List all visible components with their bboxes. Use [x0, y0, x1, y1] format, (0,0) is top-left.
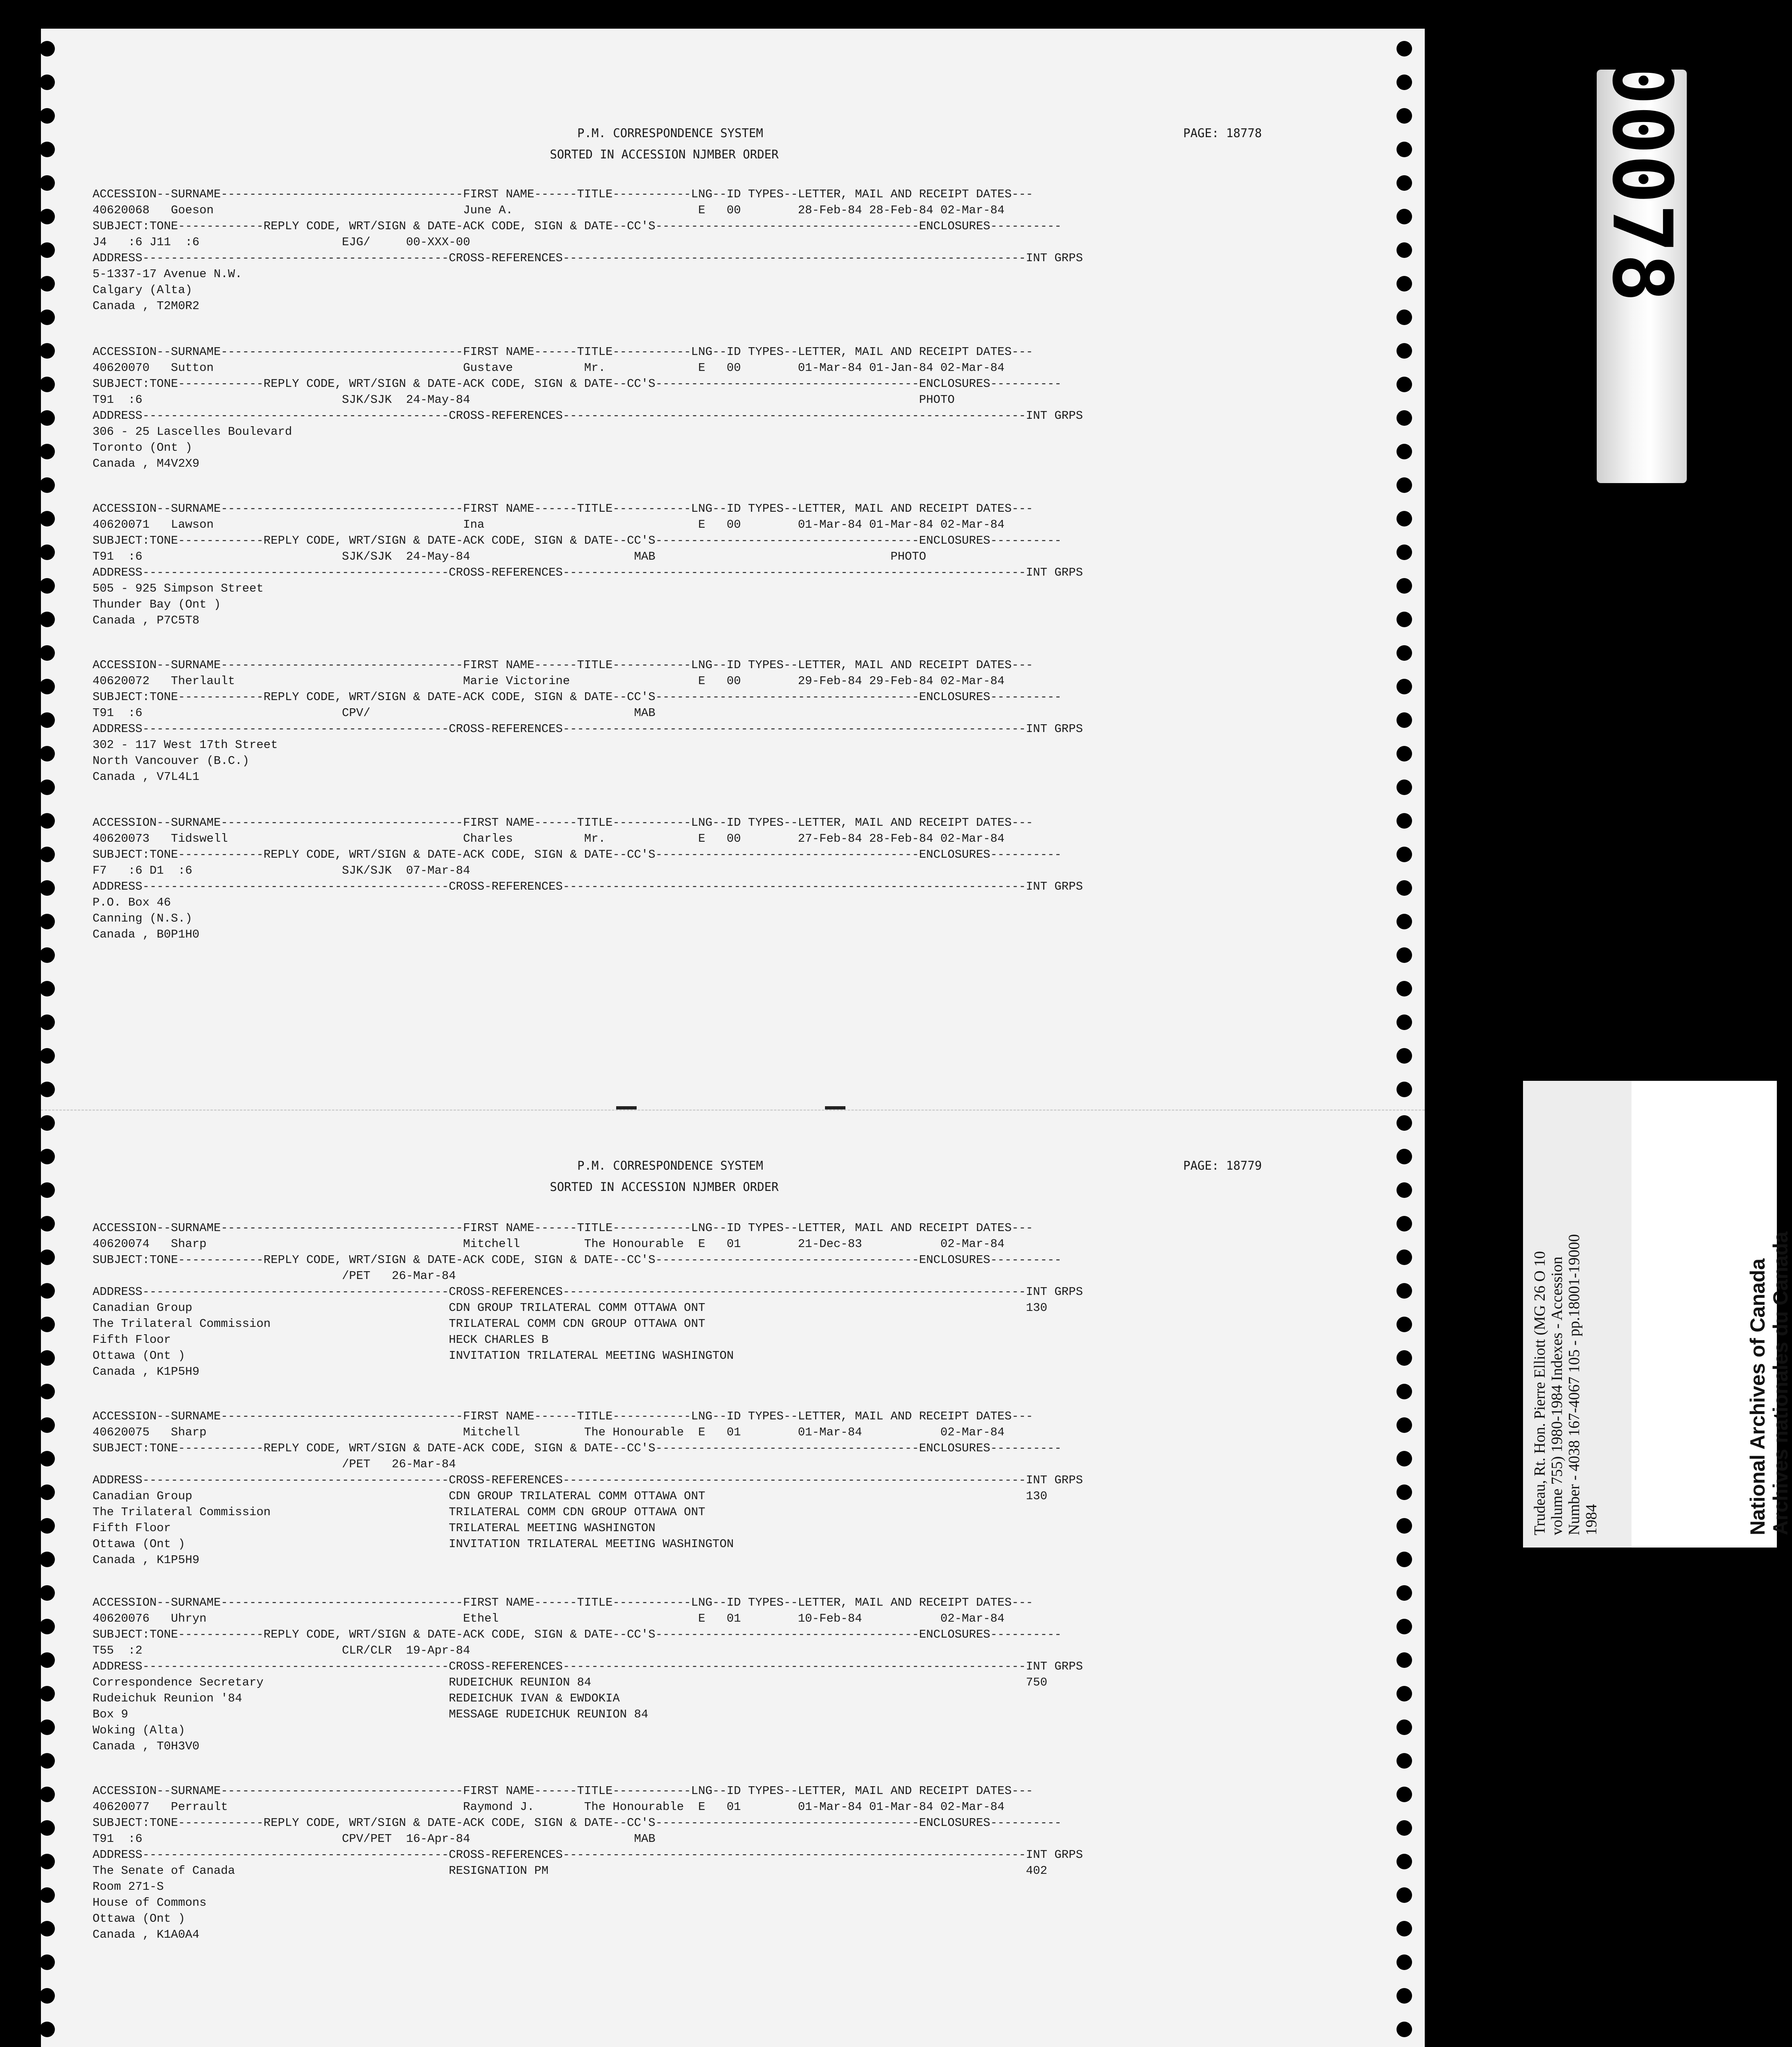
page-header: [41, 1159, 1425, 1228]
feed-hole: [39, 1384, 55, 1399]
feed-hole: [39, 1954, 55, 1970]
feed-hole: [1397, 1417, 1412, 1433]
feed-hole: [39, 41, 55, 56]
feed-hole: [1397, 1014, 1412, 1030]
feed-hole: [1397, 1451, 1412, 1466]
feed-hole: [1397, 712, 1412, 728]
feed-hole: [39, 1115, 55, 1131]
feed-hole: [1397, 1619, 1412, 1634]
feed-hole: [39, 1048, 55, 1064]
feed-hole: [1397, 1854, 1412, 1869]
feed-hole: [1397, 1115, 1412, 1131]
feed-hole: [1397, 276, 1412, 291]
feed-hole: [1397, 1384, 1412, 1399]
feed-hole: [1397, 209, 1412, 224]
page-number: PAGE: 18778: [1183, 126, 1262, 140]
record-entry: ACCESSION--SURNAME----------------------------------FIRST NAME------TITLE-----------LNG--ID TYPES--LETTER, MAIL AND RECEIPT DATES--- 40620073 Tidswell Charles Mr. E 00 27-Feb-84 28-Feb-84 02-Mar-84 SUBJECT:TONE------------REPLY CODE, WRT/SIGN & DATE-ACK CODE, SIGN & DATE--CC'S-------------------------------------ENCLOSURES---------- F7 :6 D1 :6 SJK/SJK 07-Mar-84 ADDRESS-------------------------------------------CROSS-REFERENCES-----------------------------------------------------------------INT GRPS P.O. Box 46 Canning (N.S.) Canada , B0P1H0: [93, 816, 1083, 941]
feed-hole: [39, 779, 55, 795]
record-entry: ACCESSION--SURNAME----------------------------------FIRST NAME------TITLE-----------LNG--ID TYPES--LETTER, MAIL AND RECEIPT DATES--- 40620075 Sharp Mitchell The Honourable E 01 01-Mar-84 02-Mar-84 SUBJECT:TONE------------REPLY CODE, WRT/SIGN & DATE-ACK CODE, SIGN & DATE--CC'S-------------------------------------ENCLOSURES---------- /PET 26-Mar-84 ADDRESS-------------------------------------------CROSS-REFERENCES-----------------------------------------------------------------INT GRPS Canadian Group CDN GROUP TRILATERAL COMM OTTAWA ONT 130 The Trilateral Commission TRILATERAL COMM CDN GROUP OTTAWA ONT Fifth Floor TRILATERAL MEETING WASHINGTON Ottawa (Ont ) INVITATION TRILATERAL MEETING WASHINGTON Canada , K1P5H9: [93, 1410, 1083, 1567]
feed-hole: [39, 444, 55, 459]
feed-hole: [1397, 1484, 1412, 1500]
feed-hole: [1397, 1048, 1412, 1064]
sort-order: SORTED IN ACCESSION NJMBER ORDER: [550, 1180, 779, 1194]
feed-hole: [1397, 947, 1412, 963]
frame-number-label: [1594, 56, 1690, 483]
feed-hole: [39, 1719, 55, 1735]
feed-hole: [39, 242, 55, 258]
archive-card: [1523, 1081, 1792, 1548]
feed-hole: [1397, 1887, 1412, 1903]
feed-hole: [39, 1686, 55, 1701]
feed-hole: [1397, 1182, 1412, 1198]
feed-hole: [1397, 310, 1412, 325]
feed-hole: [39, 142, 55, 157]
feed-hole: [1397, 75, 1412, 90]
feed-hole: [39, 310, 55, 325]
feed-hole: [1397, 377, 1412, 392]
feed-hole: [39, 880, 55, 896]
feed-hole: [1397, 41, 1412, 56]
feed-hole: [1397, 1149, 1412, 1164]
feed-hole: [39, 1921, 55, 1936]
feed-hole: [39, 1283, 55, 1299]
feed-hole: [1397, 847, 1412, 862]
feed-hole: [39, 981, 55, 996]
feed-hole: [1397, 108, 1412, 124]
feed-hole: [39, 1082, 55, 1097]
feed-hole: [39, 1787, 55, 1802]
feed-hole: [1397, 343, 1412, 359]
record-entry: ACCESSION--SURNAME----------------------------------FIRST NAME------TITLE-----------LNG--ID TYPES--LETTER, MAIL AND RECEIPT DATES--- 40620077 Perrault Raymond J. The Honourable E 01 01-Mar-84 01-Mar-84 02-Mar-84 SUBJECT:TONE------------REPLY CODE, WRT/SIGN & DATE-ACK CODE, SIGN & DATE--CC'S-------------------------------------ENCLOSURES---------- T91 :6 CPV/PET 16-Apr-84 MAB ADDRESS-------------------------------------------CROSS-REFERENCES-----------------------------------------------------------------INT GRPS The Senate of Canada RESIGNATION PM 402 Room 271-S House of Commons Ottawa (Ont ) Canada , K1A0A4: [93, 1784, 1083, 1941]
feed-hole: [1397, 1317, 1412, 1332]
feed-hole: [39, 1216, 55, 1231]
feed-hole: [1397, 1552, 1412, 1567]
feed-hole: [39, 1552, 55, 1567]
feed-hole: [39, 477, 55, 493]
feed-hole: [1397, 1954, 1412, 1970]
feed-hole: [39, 2022, 55, 2037]
perforation-mark: [825, 1106, 845, 1109]
feed-hole: [39, 511, 55, 526]
feed-hole: [39, 645, 55, 661]
feed-hole: [1397, 175, 1412, 191]
feed-hole: [39, 75, 55, 90]
feed-hole: [1397, 1719, 1412, 1735]
system-title: P.M. CORRESPONDENCE SYSTEM: [577, 1159, 763, 1173]
feed-hole: [1397, 1787, 1412, 1802]
feed-hole: [1397, 746, 1412, 761]
page-number: PAGE: 18779: [1183, 1159, 1262, 1173]
feed-hole: [1397, 1652, 1412, 1668]
feed-hole: [1397, 1283, 1412, 1299]
feed-hole: [39, 1350, 55, 1366]
sort-order: SORTED IN ACCESSION NJMBER ORDER: [550, 147, 779, 161]
feed-hole: [39, 410, 55, 426]
frame-number: 00078: [1594, 56, 1690, 303]
feed-hole: [1397, 1585, 1412, 1601]
feed-hole: [39, 1518, 55, 1534]
record-entry: ACCESSION--SURNAME----------------------------------FIRST NAME------TITLE-----------LNG--ID TYPES--LETTER, MAIL AND RECEIPT DATES--- 40620070 Sutton Gustave Mr. E 00 01-Mar-84 01-Jan-84 02-Mar-84 SUBJECT:TONE------------REPLY CODE, WRT/SIGN & DATE-ACK CODE, SIGN & DATE--CC'S-------------------------------------ENCLOSURES---------- T91 :6 SJK/SJK 24-May-84 PHOTO ADDRESS-------------------------------------------CROSS-REFERENCES-----------------------------------------------------------------INT GRPS 306 - 25 Lascelles Boulevard Toronto (Ont ) Canada , M4V2X9: [93, 345, 1083, 470]
feed-hole: [1397, 1686, 1412, 1701]
feed-hole: [1397, 444, 1412, 459]
feed-hole: [1397, 1518, 1412, 1534]
printout-sheet: [41, 29, 1425, 2047]
feed-hole: [39, 578, 55, 594]
feed-hole: [1397, 477, 1412, 493]
feed-hole: [39, 914, 55, 929]
feed-hole: [1397, 1921, 1412, 1936]
feed-hole: [39, 1887, 55, 1903]
tractor-holes-right: [1392, 0, 1417, 2047]
feed-hole: [39, 612, 55, 627]
feed-hole: [1397, 1216, 1412, 1231]
feed-hole: [39, 1585, 55, 1601]
feed-hole: [1397, 410, 1412, 426]
feed-hole: [1397, 612, 1412, 627]
feed-hole: [1397, 545, 1412, 560]
feed-hole: [39, 1182, 55, 1198]
record-entry: ACCESSION--SURNAME----------------------------------FIRST NAME------TITLE-----------LNG--ID TYPES--LETTER, MAIL AND RECEIPT DATES--- 40620071 Lawson Ina E 00 01-Mar-84 01-Mar-84 02-Mar-84 SUBJECT:TONE------------REPLY CODE, WRT/SIGN & DATE-ACK CODE, SIGN & DATE--CC'S-------------------------------------ENCLOSURES---------- T91 :6 SJK/SJK 24-May-84 MAB PHOTO ADDRESS-------------------------------------------CROSS-REFERENCES-----------------------------------------------------------------INT GRPS 505 - 925 Simpson Street Thunder Bay (Ont ) Canada , P7C5T8: [93, 502, 1083, 627]
feed-hole: [1397, 1753, 1412, 1769]
feed-hole: [1397, 679, 1412, 694]
feed-hole: [1397, 1820, 1412, 1836]
feed-hole: [39, 1014, 55, 1030]
feed-hole: [39, 746, 55, 761]
citation-text: Trudeau, Rt. Hon. Pierre Elliott (MG 26 O 10 volume 755) 1980-1984 Indexes - Accession Number - 4038 167-4067 105 - pp.18001-19000 1984: [1531, 1234, 1600, 1535]
feed-hole: [1397, 1082, 1412, 1097]
feed-hole: [1397, 779, 1412, 795]
feed-hole: [1397, 511, 1412, 526]
feed-hole: [39, 175, 55, 191]
feed-hole: [1397, 142, 1412, 157]
feed-hole: [39, 108, 55, 124]
feed-hole: [1397, 2022, 1412, 2037]
feed-hole: [1397, 242, 1412, 258]
feed-hole: [39, 209, 55, 224]
record-entry: ACCESSION--SURNAME----------------------------------FIRST NAME------TITLE-----------LNG--ID TYPES--LETTER, MAIL AND RECEIPT DATES--- 40620072 Therlault Marie Victorine E 00 29-Feb-84 29-Feb-84 02-Mar-84 SUBJECT:TONE------------REPLY CODE, WRT/SIGN & DATE-ACK CODE, SIGN & DATE--CC'S-------------------------------------ENCLOSURES---------- T91 :6 CPV/ MAB ADDRESS-------------------------------------------CROSS-REFERENCES-----------------------------------------------------------------INT GRPS 302 - 117 West 17th Street North Vancouver (B.C.) Canada , V7L4L1: [93, 658, 1083, 784]
feed-hole: [39, 377, 55, 392]
feed-hole: [39, 1149, 55, 1164]
record-entry: ACCESSION--SURNAME----------------------------------FIRST NAME------TITLE-----------LNG--ID TYPES--LETTER, MAIL AND RECEIPT DATES--- 40620068 Goeson June A. E 00 28-Feb-84 28-Feb-84 02-Mar-84 SUBJECT:TONE------------REPLY CODE, WRT/SIGN & DATE-ACK CODE, SIGN & DATE--CC'S-------------------------------------ENCLOSURES---------- J4 :6 J11 :6 EJG/ 00-XXX-00 ADDRESS-------------------------------------------CROSS-REFERENCES-----------------------------------------------------------------INT GRPS 5-1337-17 Avenue N.W. Calgary (Alta) Canada , T2M0R2: [93, 188, 1083, 313]
feed-hole: [39, 1619, 55, 1634]
feed-hole: [39, 1753, 55, 1769]
feed-hole: [1397, 1249, 1412, 1265]
feed-hole: [39, 1854, 55, 1869]
perforation-mark: [616, 1106, 637, 1109]
feed-hole: [39, 1652, 55, 1668]
feed-hole: [39, 1484, 55, 1500]
perforation-line: [41, 1109, 1425, 1111]
feed-hole: [39, 679, 55, 694]
feed-hole: [39, 276, 55, 291]
feed-hole: [39, 1249, 55, 1265]
feed-hole: [39, 813, 55, 829]
feed-hole: [39, 1451, 55, 1466]
feed-hole: [39, 947, 55, 963]
feed-hole: [39, 545, 55, 560]
feed-hole: [39, 343, 55, 359]
feed-hole: [39, 1988, 55, 2004]
feed-hole: [1397, 880, 1412, 896]
feed-hole: [39, 1317, 55, 1332]
record-entry: ACCESSION--SURNAME----------------------------------FIRST NAME------TITLE-----------LNG--ID TYPES--LETTER, MAIL AND RECEIPT DATES--- 40620076 Uhryn Ethel E 01 10-Feb-84 02-Mar-84 SUBJECT:TONE------------REPLY CODE, WRT/SIGN & DATE-ACK CODE, SIGN & DATE--CC'S-------------------------------------ENCLOSURES---------- T55 :2 CLR/CLR 19-Apr-84 ADDRESS-------------------------------------------CROSS-REFERENCES-----------------------------------------------------------------INT GRPS Correspondence Secretary RUDEICHUK REUNION 84 750 Rudeichuk Reunion '84 REDEICHUK IVAN & EWDOKIA Box 9 MESSAGE RUDEICHUK REUNION 84 Woking (Alta) Canada , T0H3V0: [93, 1596, 1083, 1753]
feed-hole: [39, 847, 55, 862]
record-entry: ACCESSION--SURNAME----------------------------------FIRST NAME------TITLE-----------LNG--ID TYPES--LETTER, MAIL AND RECEIPT DATES--- 40620074 Sharp Mitchell The Honourable E 01 21-Dec-83 02-Mar-84 SUBJECT:TONE------------REPLY CODE, WRT/SIGN & DATE-ACK CODE, SIGN & DATE--CC'S-------------------------------------ENCLOSURES---------- /PET 26-Mar-84 ADDRESS-------------------------------------------CROSS-REFERENCES-----------------------------------------------------------------INT GRPS Canadian Group CDN GROUP TRILATERAL COMM OTTAWA ONT 130 The Trilateral Commission TRILATERAL COMM CDN GROUP OTTAWA ONT Fifth Floor HECK CHARLES B Ottawa (Ont ) INVITATION TRILATERAL MEETING WASHINGTON Canada , K1P5H9: [93, 1221, 1083, 1378]
institution-name: National Archives of Canada Archives nationales du Canada: [1746, 1231, 1792, 1535]
feed-hole: [39, 712, 55, 728]
feed-hole: [39, 1417, 55, 1433]
tractor-holes-left: [35, 0, 59, 2047]
system-title: P.M. CORRESPONDENCE SYSTEM: [577, 126, 763, 140]
feed-hole: [1397, 645, 1412, 661]
feed-hole: [39, 1820, 55, 1836]
feed-hole: [1397, 1350, 1412, 1366]
feed-hole: [1397, 1988, 1412, 2004]
feed-hole: [1397, 981, 1412, 996]
page-header: [41, 126, 1425, 196]
feed-hole: [1397, 578, 1412, 594]
feed-hole: [1397, 813, 1412, 829]
feed-hole: [1397, 914, 1412, 929]
